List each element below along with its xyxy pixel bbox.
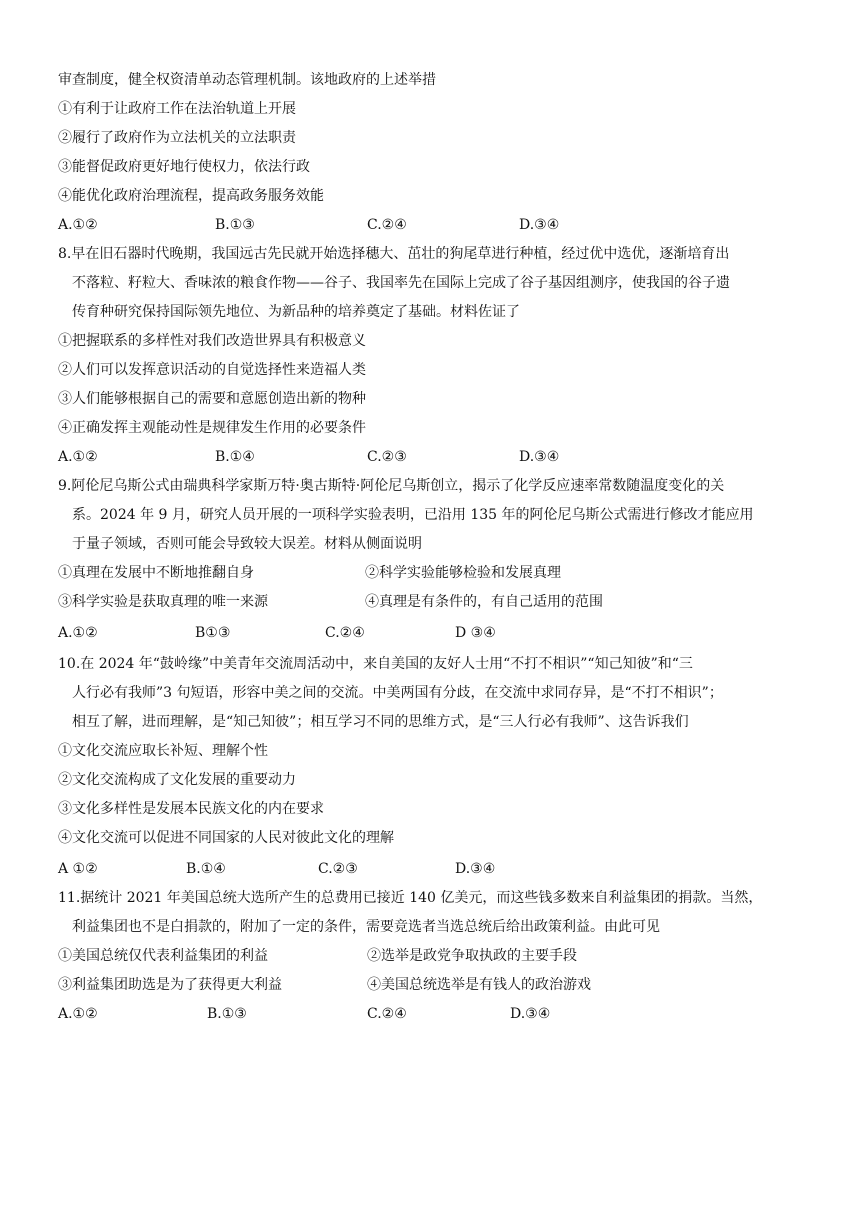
q11-option-b: B.①③ [207, 1006, 247, 1022]
q7-option-d: D.③④ [519, 217, 560, 233]
q11-item-2: ②选举是政党争取执政的主要手段 [367, 948, 577, 964]
q7-item-1: ①有利于让政府工作在法治轨道上开展 [58, 101, 296, 117]
q8-item-1: ①把握联系的多样性对我们改造世界具有积极意义 [58, 333, 366, 349]
q7-option-a: A.①② [58, 217, 98, 233]
q10-stem-line-2: 人行必有我师”3 句短语，形容中美之间的交流。中美两国有分歧，在交流中求同存异，是“不打不相识”； [72, 685, 723, 701]
q10-option-a: A ①② [58, 861, 98, 877]
q8-option-b: B.①④ [215, 449, 255, 465]
q10-option-d: D.③④ [455, 861, 496, 877]
q11-item-3: ③利益集团助选是为了获得更大利益 [58, 977, 282, 993]
q7-option-c: C.②④ [367, 217, 407, 233]
q9-item-1: ①真理在发展中不断地推翻自身 [58, 565, 254, 581]
q11-stem-line-1: 11.据统计 2021 年美国总统大选所产生的总费用已接近 140 亿美元，而这些钱多数来自利益集团的捐款。当然， [58, 890, 763, 906]
q8-item-2: ②人们可以发挥意识活动的自觉选择性来造福人类 [58, 362, 366, 378]
q8-item-4: ④正确发挥主观能动性是规律发生作用的必要条件 [58, 420, 366, 436]
q10-item-1: ①文化交流应取长补短、理解个性 [58, 743, 268, 759]
q9-item-2: ②科学实验能够检验和发展真理 [365, 565, 561, 581]
q10-option-b: B.①④ [186, 861, 226, 877]
q9-item-4: ④真理是有条件的，有自己适用的范围 [365, 594, 603, 610]
q10-item-4: ④文化交流可以促进不同国家的人民对彼此文化的理解 [58, 830, 394, 846]
q11-stem-line-2: 利益集团也不是白捐款的，附加了一定的条件，需要竞选者当选总统后给出政策利益。由此可见 [72, 919, 660, 935]
q9-option-d: D ③④ [455, 625, 496, 641]
q11-item-1: ①美国总统仅代表利益集团的利益 [58, 948, 268, 964]
q9-option-c: C.②④ [325, 625, 365, 641]
q7-item-2: ②履行了政府作为立法机关的立法职责 [58, 130, 296, 146]
q7-item-3: ③能督促政府更好地行使权力，依法行政 [58, 159, 310, 175]
q7-stem-tail: 审查制度，健全权资清单动态管理机制。该地政府的上述举措 [58, 72, 436, 88]
q11-option-a: A.①② [58, 1006, 98, 1022]
q8-option-c: C.②③ [367, 449, 407, 465]
q10-item-3: ③文化多样性是发展本民族文化的内在要求 [58, 801, 324, 817]
q7-option-b: B.①③ [215, 217, 255, 233]
q10-option-c: C.②③ [318, 861, 358, 877]
q8-stem-line-3: 传育种研究保持国际领先地位、为新品种的培养奠定了基础。材料佐证了 [72, 304, 520, 320]
q9-option-b: B①③ [195, 625, 231, 641]
q10-item-2: ②文化交流构成了文化发展的重要动力 [58, 772, 296, 788]
q9-stem-line-3: 于量子领域，否则可能会导致较大误差。材料从侧面说明 [72, 536, 422, 552]
q10-stem-line-3: 相互了解，进而理解，是“知己知彼”；相互学习不同的思维方式，是“三人行必有我师”、这告诉我们 [72, 714, 689, 730]
q8-stem-line-2: 不落粒、籽粒大、香味浓的粮食作物——谷子、我国率先在国际上完成了谷子基因组测序，使我国的谷子遗 [72, 275, 730, 291]
q11-option-c: C.②④ [367, 1006, 407, 1022]
q8-stem-line-1: 8.早在旧石器时代晚期，我国远古先民就开始选择穗大、茁壮的狗尾草进行种植，经过优中选优，逐渐培育出 [58, 246, 730, 262]
q7-item-4: ④能优化政府治理流程，提高政务服务效能 [58, 188, 324, 204]
q8-option-a: A.①② [58, 449, 98, 465]
q11-item-4: ④美国总统选举是有钱人的政治游戏 [367, 977, 591, 993]
q9-stem-line-1: 9.阿伦尼乌斯公式由瑞典科学家斯万特·奥古斯特·阿伦尼乌斯创立，揭示了化学反应速率常数随温度变化的关 [58, 478, 725, 494]
q8-option-d: D.③④ [519, 449, 560, 465]
q9-stem-line-2: 系。2024 年 9 月，研究人员开展的一项科学实验表明，已沿用 135 年的阿伦尼乌斯公式需进行修改才能应用 [72, 507, 754, 523]
q8-item-3: ③人们能够根据自己的需要和意愿创造出新的物种 [58, 391, 366, 407]
q10-stem-line-1: 10.在 2024 年“鼓岭缘”中美青年交流周活动中，来自美国的友好人士用“不打不相识”“知己知彼”和“三 [58, 656, 693, 672]
q9-option-a: A.①② [58, 625, 98, 641]
q11-option-d: D.③④ [510, 1006, 551, 1022]
q9-item-3: ③科学实验是获取真理的唯一来源 [58, 594, 268, 610]
